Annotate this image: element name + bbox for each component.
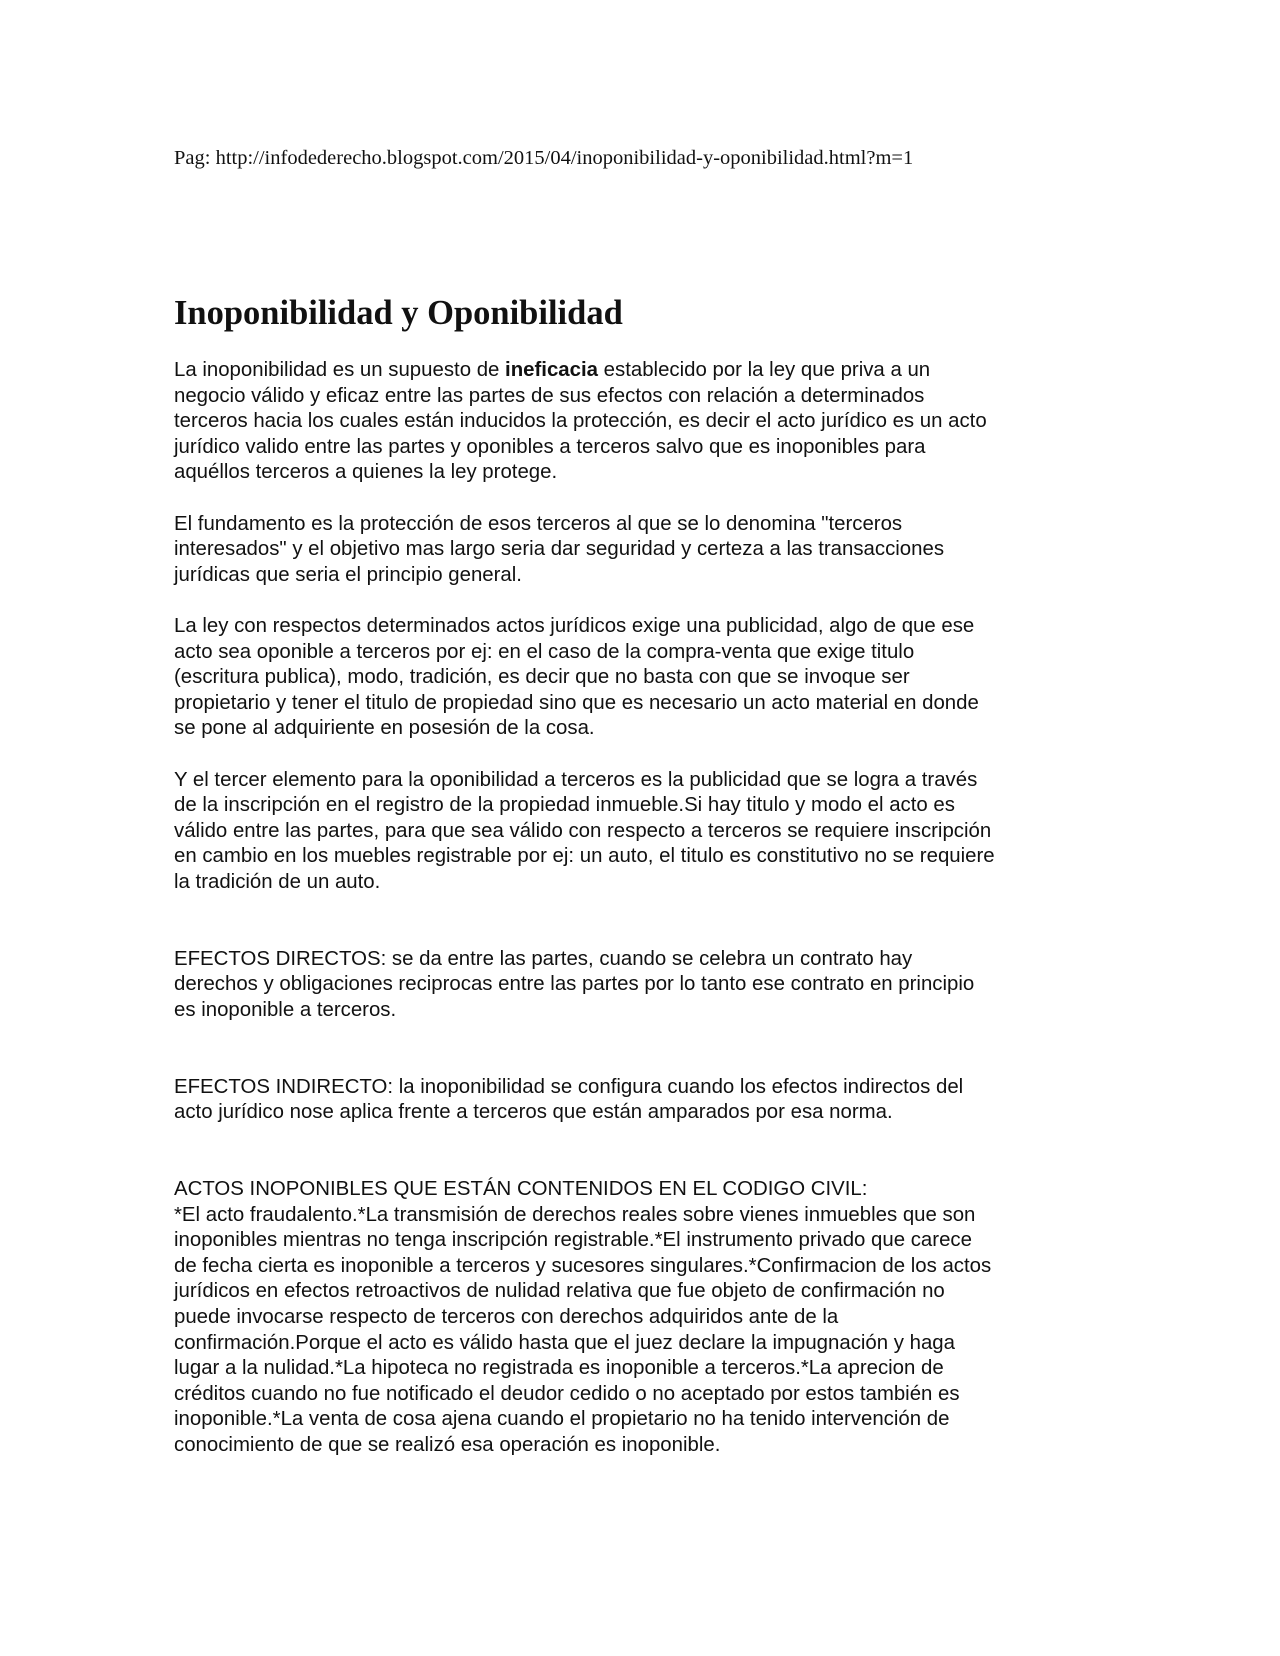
paragraph-definition bbox=[174, 358, 1134, 486]
paragraph-line: la tradición de un auto. bbox=[174, 870, 381, 893]
paragraph-line: EFECTOS INDIRECTO: la inoponibilidad se configura cuando los efectos indirectos del bbox=[174, 1075, 964, 1098]
paragraph-actos-inoponibles bbox=[174, 1177, 1134, 1459]
paragraph-line: conocimiento de que se realizó esa operación es inoponible. bbox=[174, 1433, 721, 1456]
paragraph-line: inoponible.*La venta de cosa ajena cuando el propietario no ha tenido intervención de bbox=[174, 1408, 950, 1431]
paragraph-line: propietario y tener el titulo de propiedad sino que es necesario un acto material en donde bbox=[174, 691, 979, 714]
paragraph-line: en cambio en los muebles registrable por ej: un auto, el titulo es constitutivo no se requiere bbox=[174, 845, 995, 868]
paragraph-line: EFECTOS DIRECTOS: se da entre las partes, cuando se celebra un contrato hay bbox=[174, 947, 913, 970]
paragraph-line: aquéllos terceros a quienes la ley protege. bbox=[174, 461, 558, 484]
document-body bbox=[174, 358, 1134, 1459]
paragraph-line: jurídicos en efectos retroactivos de nulidad relativa que fue objeto de confirmación no bbox=[174, 1280, 945, 1303]
paragraph-line: válido entre las partes, para que sea válido con respecto a terceros se requiere inscripción bbox=[174, 819, 992, 842]
paragraph-line: interesados" y el objetivo mas largo seria dar seguridad y certeza a las transacciones bbox=[174, 538, 945, 561]
paragraph-line: confirmación.Porque el acto es válido hasta que el juez declare la impugnación y haga bbox=[174, 1331, 955, 1354]
paragraph-line: lugar a la nulidad.*La hipoteca no registrada es inoponible a terceros.*La aprecion de bbox=[174, 1357, 944, 1380]
paragraph-line: acto jurídico nose aplica frente a terceros que están amparados por esa norma. bbox=[174, 1101, 893, 1124]
paragraph-line: derechos y obligaciones reciprocas entre las partes por lo tanto ese contrato en principio bbox=[174, 973, 975, 996]
paragraph-line: de la inscripción en el registro de la propiedad inmueble.Si hay titulo y modo el acto es bbox=[174, 794, 955, 817]
paragraph-line: inoponibles mientras no tenga inscripción registrable.*El instrumento privado que carece bbox=[174, 1229, 972, 1252]
paragraph-efectos-indirecto bbox=[174, 1075, 1134, 1126]
paragraph-publicidad bbox=[174, 614, 1134, 742]
paragraph-line: ACTOS INOPONIBLES QUE ESTÁN CONTENIDOS EN EL CODIGO CIVIL: bbox=[174, 1178, 868, 1200]
paragraph-line: acto sea oponible a terceros por ej: en el caso de la compra-venta que exige titulo bbox=[174, 640, 915, 663]
paragraph-line: es inoponible a terceros. bbox=[174, 998, 397, 1021]
source-url-line: Pag: http://infodederecho.blogspot.com/2015/04/inoponibilidad-y-oponibilidad.html?m=1 bbox=[174, 147, 914, 169]
paragraph-line: negocio válido y eficaz entre las partes de sus efectos con relación a determinados bbox=[174, 384, 925, 407]
paragraph-line: *El acto fraudalento.*La transmisión de derechos reales sobre vienes inmuebles que son bbox=[174, 1203, 976, 1226]
bold-term: ineficacia bbox=[505, 359, 598, 381]
paragraph-line: La inoponibilidad es un supuesto de ineficacia establecido por la ley que priva a un bbox=[174, 359, 931, 381]
paragraph-line: La ley con respectos determinados actos jurídicos exige una publicidad, algo de que ese bbox=[174, 614, 975, 637]
paragraph-line: El fundamento es la protección de esos terceros al que se lo denomina "terceros bbox=[174, 512, 903, 535]
paragraph-line: jurídico valido entre las partes y oponibles a terceros salvo que es inoponibles para bbox=[174, 435, 926, 458]
paragraph-line: de fecha cierta es inoponible a terceros y sucesores singulares.*Confirmacion de los actos bbox=[174, 1254, 992, 1277]
paragraph-tercer-elemento bbox=[174, 768, 1134, 896]
paragraph-line: jurídicas que seria el principio general. bbox=[174, 563, 522, 586]
paragraph-fundamento bbox=[174, 512, 1134, 589]
document-title: Inoponibilidad y Oponibilidad bbox=[174, 294, 623, 332]
paragraph-line: terceros hacia los cuales están inducidos la protección, es decir el acto jurídico es un acto bbox=[174, 410, 987, 433]
paragraph-line: (escritura publica), modo, tradición, es decir que no basta con que se invoque ser bbox=[174, 666, 910, 689]
paragraph-line: se pone al adquiriente en posesión de la cosa. bbox=[174, 717, 595, 740]
paragraph-efectos-directos bbox=[174, 947, 1134, 1024]
paragraph-line: Y el tercer elemento para la oponibilidad a terceros es la publicidad que se logra a través bbox=[174, 768, 978, 791]
paragraph-line: puede invocarse respecto de terceros con derechos adquiridos ante de la bbox=[174, 1305, 839, 1328]
paragraph-line: créditos cuando no fue notificado el deudor cedido o no aceptado por estos también es bbox=[174, 1382, 960, 1405]
